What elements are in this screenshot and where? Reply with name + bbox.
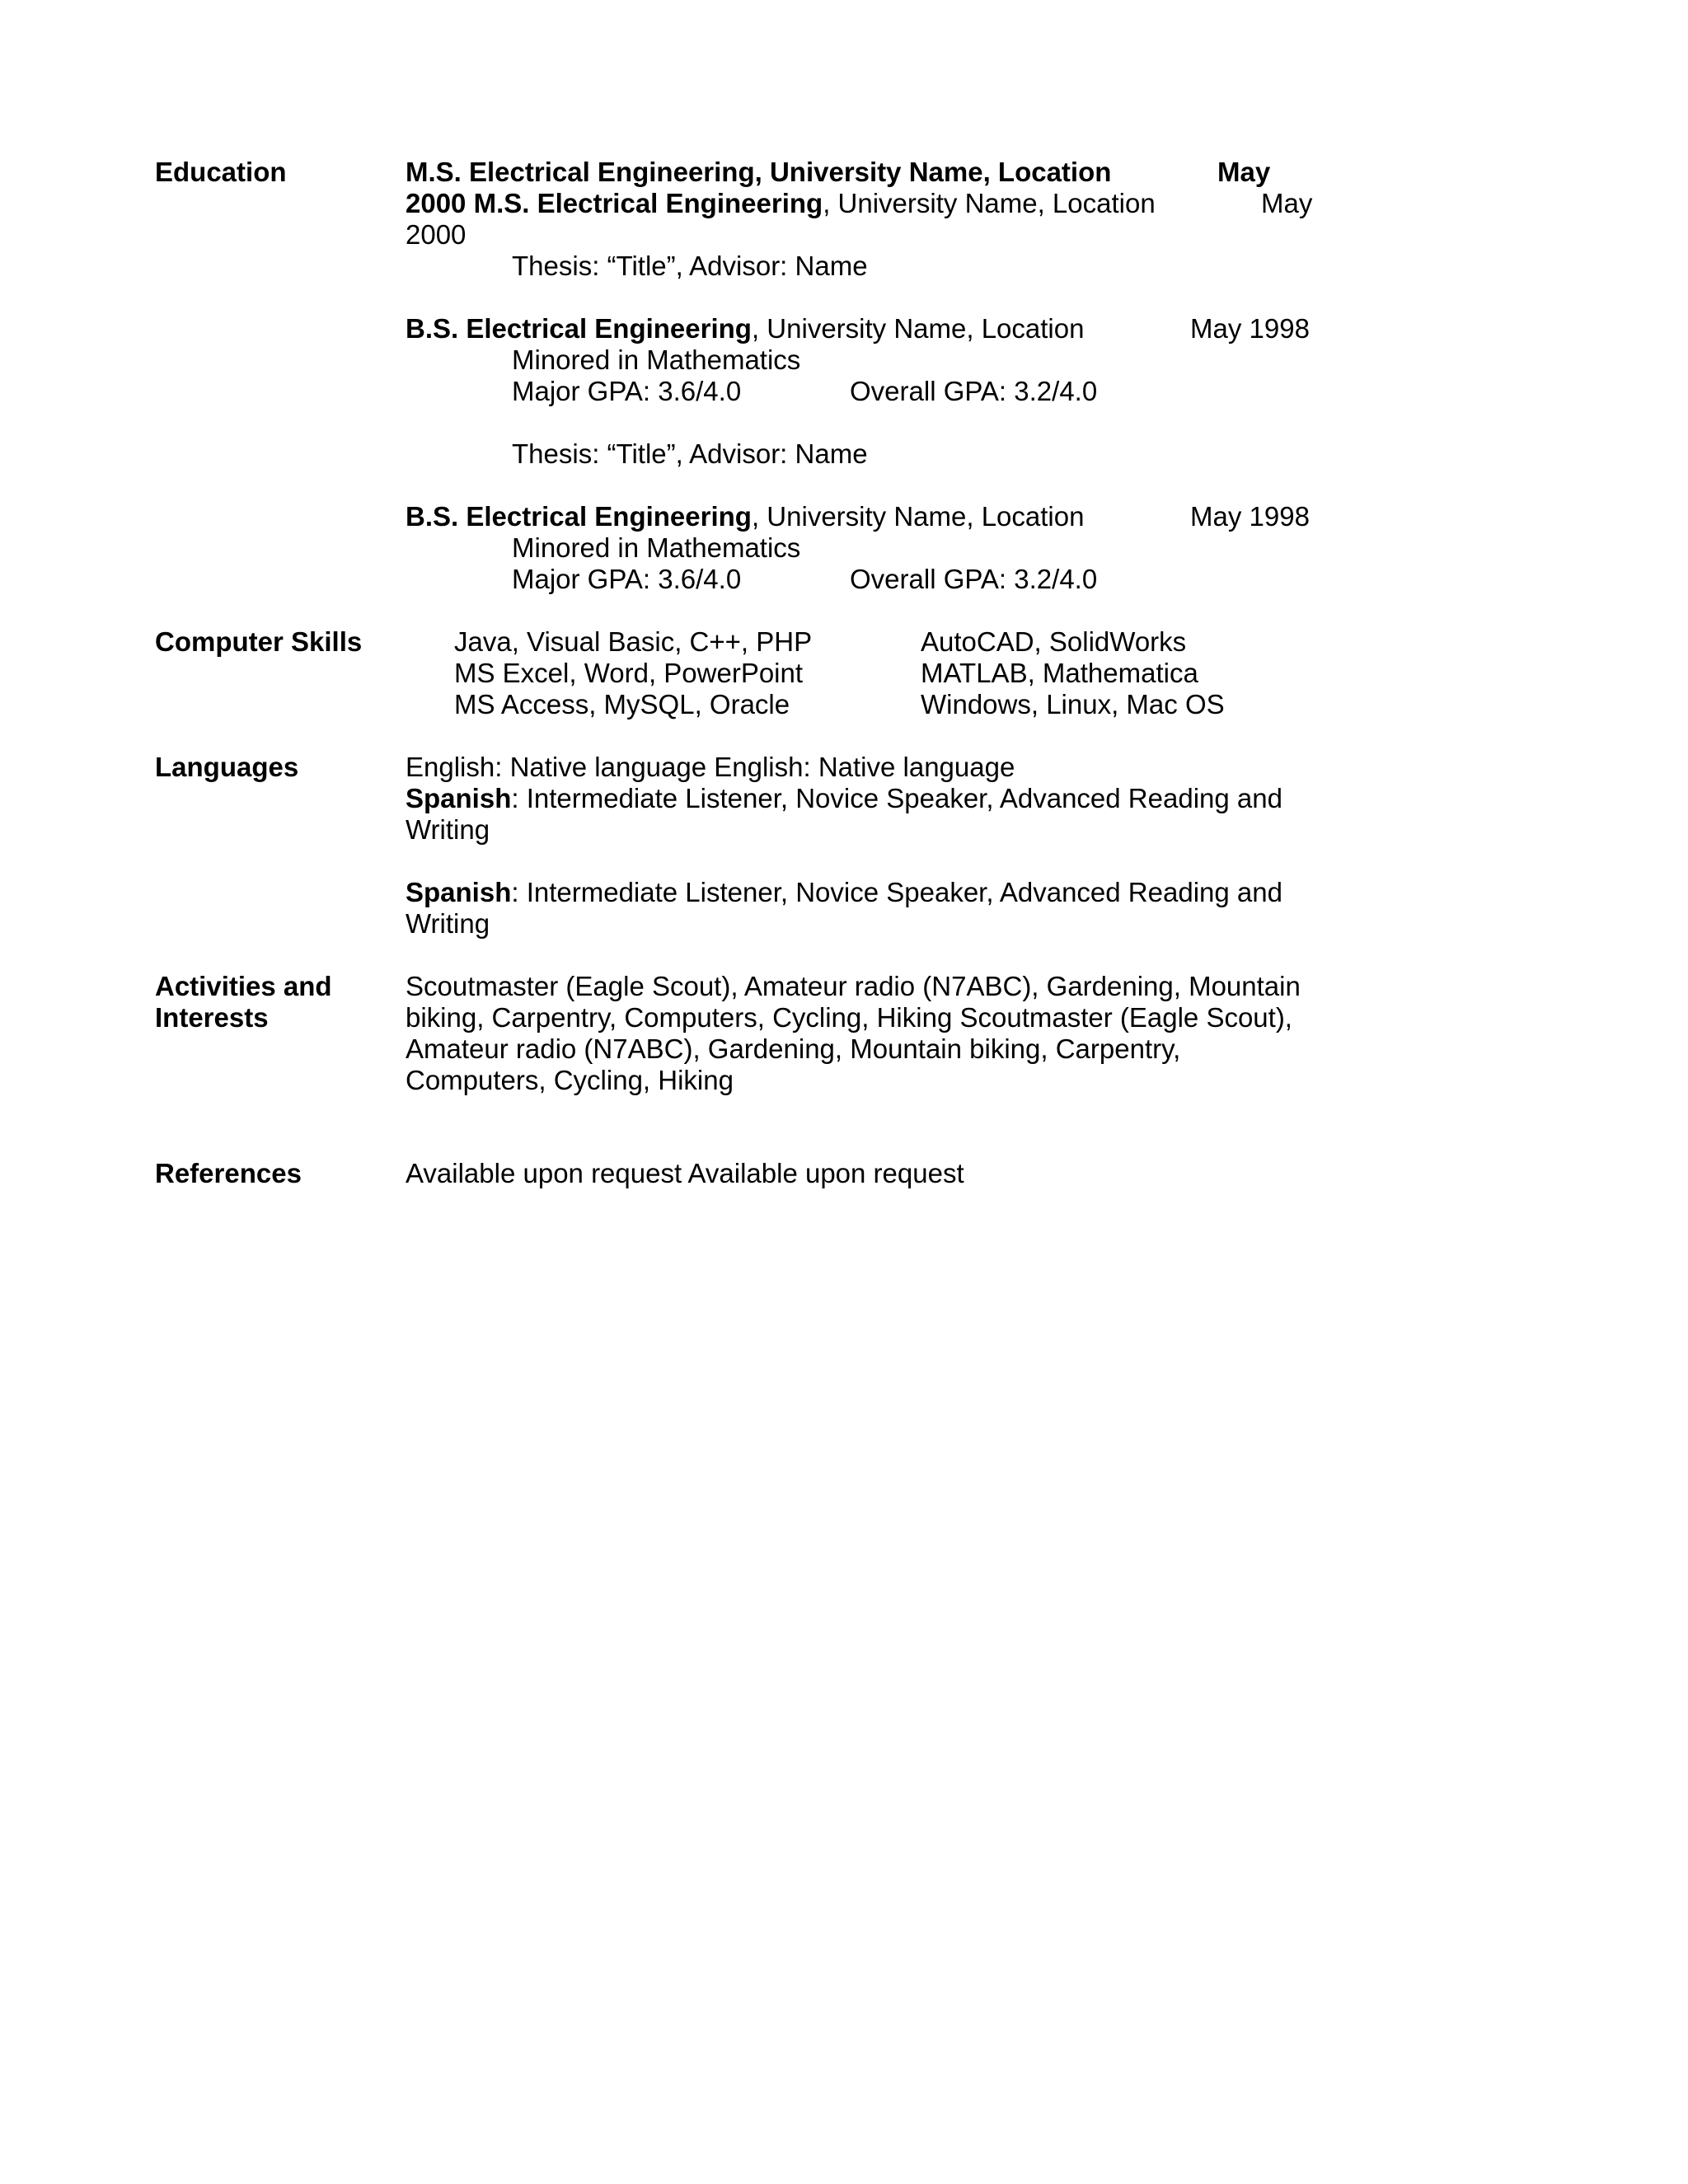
bs1-date: May 1998 bbox=[1190, 313, 1310, 344]
activities-heading-2: Interests bbox=[155, 1002, 269, 1033]
ms-degree-repeat-bold: 2000 M.S. Electrical Engineering bbox=[406, 188, 823, 218]
spanish2-cont: Writing bbox=[406, 908, 490, 939]
english-line: English: Native language English: Native language bbox=[406, 752, 1015, 782]
bs2-degree: B.S. Electrical Engineering bbox=[406, 501, 752, 532]
activities-heading-1: Activities and bbox=[155, 971, 332, 1001]
bs2-degree-line bbox=[406, 503, 1084, 530]
education-heading: Education bbox=[155, 157, 287, 187]
spanish-label: Spanish bbox=[406, 783, 512, 813]
bs1-major-gpa: Major GPA: 3.6/4.0 bbox=[512, 376, 742, 406]
spanish2-rest: : Intermediate Listener, Novice Speaker, Advanced Reading and bbox=[511, 877, 1282, 907]
activities-line-1: Scoutmaster (Eagle Scout), Amateur radio (N7ABC), Gardening, Mountain bbox=[406, 971, 1301, 1001]
skills-right-3: Windows, Linux, Mac OS bbox=[921, 689, 1225, 719]
spanish-cont: Writing bbox=[406, 814, 490, 845]
activities-line-3: Amateur radio (N7ABC), Gardening, Mountain biking, Carpentry, bbox=[406, 1033, 1181, 1064]
skills-left-3: MS Access, MySQL, Oracle bbox=[454, 689, 790, 719]
bs2-minor: Minored in Mathematics bbox=[512, 532, 801, 563]
bs2-major-gpa: Major GPA: 3.6/4.0 bbox=[512, 564, 742, 594]
activities-line-2: biking, Carpentry, Computers, Cycling, Hiking Scoutmaster (Eagle Scout), bbox=[406, 1002, 1292, 1033]
bs1-overall-gpa: Overall GPA: 3.2/4.0 bbox=[850, 376, 1098, 406]
skills-heading: Computer Skills bbox=[155, 626, 363, 657]
activities-line-4: Computers, Cycling, Hiking bbox=[406, 1065, 734, 1095]
skills-left-2: MS Excel, Word, PowerPoint bbox=[454, 658, 804, 688]
ms-degree-repeat-rest: , University Name, Location bbox=[823, 188, 1156, 218]
skills-right-2: MATLAB, Mathematica bbox=[921, 658, 1198, 688]
spanish2-line bbox=[406, 879, 1282, 906]
skills-right-1: AutoCAD, SolidWorks bbox=[921, 626, 1187, 657]
bs1-minor: Minored in Mathematics bbox=[512, 344, 801, 375]
thesis-2: Thesis: “Title”, Advisor: Name bbox=[512, 438, 868, 469]
spanish2-label: Spanish bbox=[406, 877, 512, 907]
ms-date-line: May bbox=[1217, 157, 1271, 187]
bs2-overall-gpa: Overall GPA: 3.2/4.0 bbox=[850, 564, 1098, 594]
bs2-date: May 1998 bbox=[1190, 501, 1310, 532]
ms-degree-line: M.S. Electrical Engineering, University Name, Location bbox=[406, 157, 1112, 187]
bs1-degree: B.S. Electrical Engineering bbox=[406, 313, 752, 344]
ms-date-repeat: May bbox=[1261, 188, 1313, 218]
bs1-school: , University Name, Location bbox=[751, 313, 1085, 344]
bs1-degree-line bbox=[406, 315, 1084, 342]
languages-heading: Languages bbox=[155, 752, 299, 782]
spanish-rest: : Intermediate Listener, Novice Speaker, Advanced Reading and bbox=[511, 783, 1282, 813]
ms-year: 2000 bbox=[406, 219, 467, 250]
references-heading: References bbox=[155, 1158, 302, 1188]
references-text: Available upon request Available upon request bbox=[406, 1158, 964, 1188]
bs2-school: , University Name, Location bbox=[751, 501, 1085, 532]
ms-degree-repeat-line bbox=[406, 190, 1156, 217]
spanish-line bbox=[406, 785, 1282, 812]
skills-left-1: Java, Visual Basic, C++, PHP bbox=[454, 626, 813, 657]
ms-thesis: Thesis: “Title”, Advisor: Name bbox=[512, 251, 868, 281]
